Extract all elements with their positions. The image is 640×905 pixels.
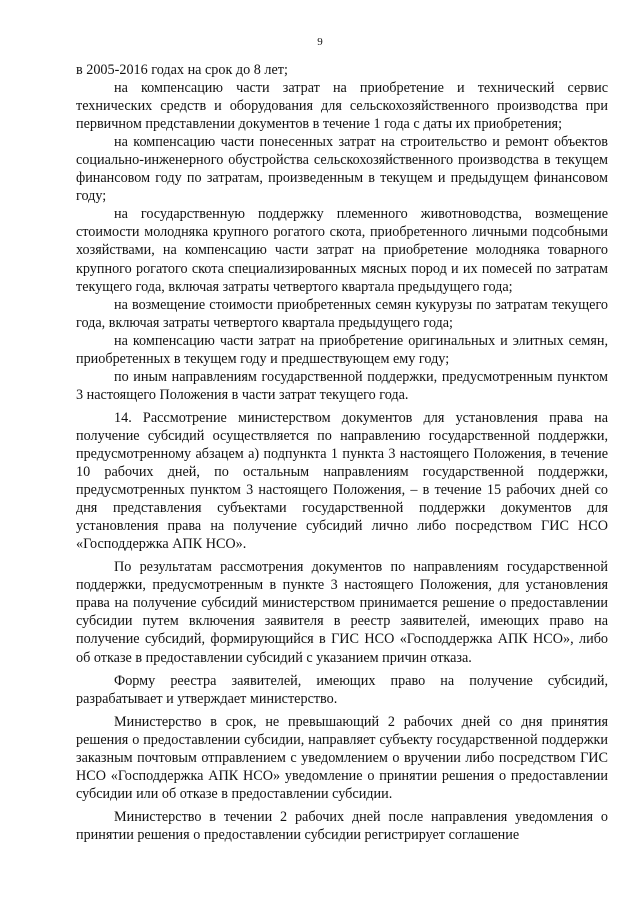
paragraph: на возмещение стоимости приобретенных семян кукурузы по затратам текущего года, включая затраты четвертого квартала предыдущего года; — [76, 296, 608, 331]
paragraph: Министерство в срок, не превышающий 2 рабочих дней со дня принятия решения о предоставлении субсидии, направляет субъекту государственной поддержки заказным почтовым отправлением с уведомлением о вручении либо посредством ГИС НСО «Господдержка АПК НСО» уведомление о принятии решения о предоставлении субсидии или об отказе в предоставлении субсидии. — [76, 713, 608, 802]
page-number: 9 — [317, 36, 323, 48]
paragraph: по иным направлениям государственной поддержки, предусмотренным пунктом 3 настоящего Положения в части затрат текущего года. — [76, 368, 608, 403]
document-body — [76, 61, 608, 844]
paragraph: на компенсацию части затрат на приобретение оригинальных и элитных семян, приобретенных в текущем году и предшествующем ему году; — [76, 332, 608, 367]
paragraph: По результатам рассмотрения документов по направлениям государственной поддержки, предусмотренным в пункте 3 настоящего Положения, для установления права на получение субсидий министерством принимается решение о предоставлении субсидии путем включения заявителя в реестр заявителей, имеющих право на получение субсидий, формирующийся в ГИС НСО «Господдержка АПК НСО», либо об отказе в предоставлении субсидий с указанием причин отказа. — [76, 559, 608, 666]
paragraph: Министерство в течении 2 рабочих дней после направления уведомления о принятии решения о предоставлении субсидии регистрирует соглашение — [76, 808, 608, 843]
paragraph: в 2005-2016 годах на срок до 8 лет; — [76, 62, 288, 78]
paragraph: на компенсацию части затрат на приобретение и технический сервис технических средств и оборудования для сельскохозяйственного производства при первичном представлении документов в течение 1 года с даты их приобретения; — [76, 80, 608, 133]
paragraph: на государственную поддержку племенного животноводства, возмещение стоимости молодняка крупного рогатого скота, приобретенного личными подсобными хозяйствами, на компенсацию части затрат на приобретение молодняка товарного крупного рогатого скота специализированных мясных пород и их помесей по затратам текущего года, включая затраты четвертого квартала предыдущего года; — [76, 206, 608, 295]
paragraph: Форму реестра заявителей, имеющих право на получение субсидий, разрабатывает и утверждает министерство. — [76, 672, 608, 707]
paragraph: на компенсацию части понесенных затрат на строительство и ремонт объектов социально-инженерного обустройства сельскохозяйственного производства в текущем финансовом году по затратам, произведенным в текущем и предыдущем финансовом году; — [76, 134, 608, 205]
paragraph: 14. Рассмотрение министерством документов для установления права на получение субсидий осуществляется по направлению государственной поддержки, предусмотренному абзацем а) подпункта 1 пункта 3 настоящего Положения, в течение 10 рабочих дней, по остальным направлениям государственной поддержки, предусмотренных пунктом 3 настоящего Положения, – в течение 15 рабочих дней со дня представления субъектами государственной поддержки документов для установления права на получение субсидий лично либо посредством ГИС НСО «Господдержка АПК НСО». — [76, 409, 608, 553]
